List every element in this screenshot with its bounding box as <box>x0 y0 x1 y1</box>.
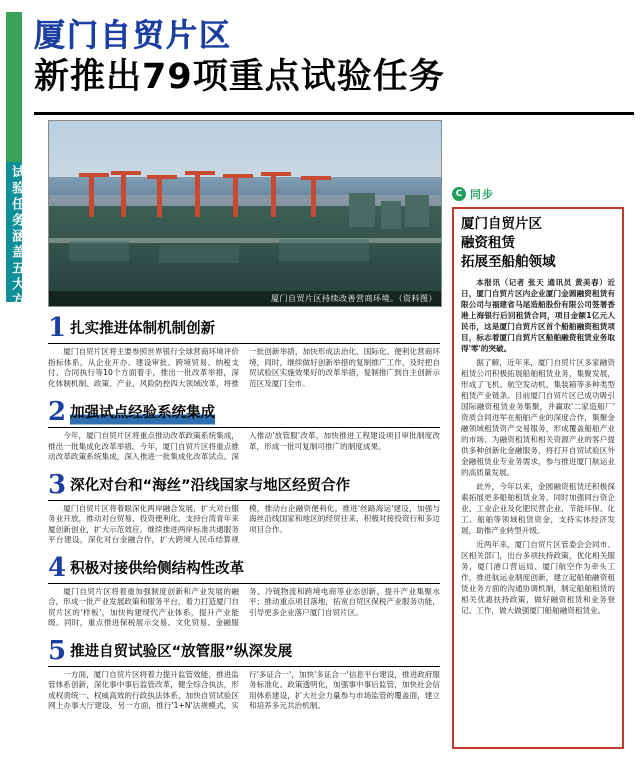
sync-icon: C <box>452 187 466 201</box>
article-section <box>48 397 440 463</box>
building-block <box>381 201 401 229</box>
crane-icon <box>271 172 276 217</box>
section-header <box>48 552 440 584</box>
masthead-rule <box>34 112 634 115</box>
crane-icon <box>157 175 162 217</box>
strip-label: 试验任务涵盖五大方面 <box>9 165 24 325</box>
section-number: 2 <box>48 397 67 427</box>
article-body <box>48 313 440 723</box>
left-vertical-strip <box>0 0 32 763</box>
section-header <box>48 469 440 501</box>
paragraph: 近两年来，厦门自贸片区管委会会同市、区相关部门，出台多项扶持政策，优化相关服务，厦门港口营运局、厦门航空作为牵头工作，推进航运业制度创新，建立起船舶融资租赁业务方面的沟通协调机制，制定船舶租赁的相关优惠扶持政策，做好融资租赁和业务登记、工作，做大做强厦门船舶融资租赁业。 <box>461 540 615 615</box>
section-header <box>48 635 440 667</box>
masthead-line-2: 新推出79项重点试验任务 <box>34 57 445 97</box>
paragraph: 一方面，厦门自贸片区将着力提升监管效能，推进监管体系创新，深化事中事后监管改革，健全综合执法，形成权责统一、权威高效的行政执法体系，加快自贸试验区网上办事大厅建设，另一方面，推行'1+N'法规模式，实行'多证合一'，加快'多证合一'信息平台建设，推进政府服务标准化、政策透明化，加强事中事后监管，加快社会信用体系建设，扩大社会力量参与市场监管的覆盖面，建立和培养多元共治机制。 <box>48 669 440 710</box>
section-header <box>48 313 440 344</box>
paragraph: 本报讯（记者 张天 通讯员 黄美春）近日，厦门自贸片区内企业厦门金圆融资租赁有限公司与福建省马尾造船股份有限公司签署香港上海银行后回租赁合同，项目金额1亿元人民币，这是厦门自贸片区首个船舶融资租赁项目，标志着厦门自贸片区船舶融资租赁业务取得'零'的突破。 <box>461 278 615 353</box>
paragraph: 厦门自贸片区将主要参照世界银行全球营商环境评价指标体系，从企业开办、建设审批、跨境贸易、纳税支付、合同执行等10个方面着手，推出一批改革举措，深化体制机制、政策、产业、风险防控四大领域改革，将推一批创新举措，加快形成法治化、国际化、便利化营商环境，同时，继续做好创新举措的复制推广工作，及时把自贸试验区实施效果好的改革举措，复制推广到自主创新示范区及厦门全市。 <box>48 347 440 388</box>
masthead-line-1: 厦门自贸片区 <box>34 18 232 54</box>
crane-icon <box>311 176 316 217</box>
section-text <box>48 504 440 546</box>
crane-icon <box>111 171 141 175</box>
sidebar-title-line-2: 融资租赁 <box>461 235 515 251</box>
lead-photo <box>48 120 442 307</box>
sidebar-title-line-3: 拓展至船舶领域 <box>461 254 556 270</box>
paragraph: 今年，厦门自贸片区将重点推动改革政策系统集成，推出一批集成化改革举措。今年，厦门自贸片区将重点推动改革政策系统集成，深入推进一批集成化改革试点。深入推动'放管服'改革，加快推进工程建设项目审批制度改革，形成一批可复制可推广的制度成果。 <box>48 431 440 461</box>
crane-icon <box>195 171 200 217</box>
sidebar-title-line-1: 厦门自贸片区 <box>461 216 542 232</box>
section-title: 深化对台和“海丝”沿线国家与地区经贸合作 <box>70 477 351 494</box>
strip-green-block <box>6 12 22 162</box>
sync-header <box>452 186 624 202</box>
crane-icon <box>121 171 126 217</box>
section-number: 3 <box>48 469 67 500</box>
paragraph: 厦门自贸片区将着眼深化两岸融合发展，扩大对台服务业开放，推动对台贸易、投资便利化，支持台湾青年来厦创新创业，扩大示范效应。继续推进两岸标准共通服务平台建设，深化对台金融合作，扩大跨境人民币结算规模，推动台企融资便利化。推进'丝路海运'建设，加强与海丝沿线国家和地区的经贸往来，积极对接投资行和多边项目合作。 <box>48 503 440 544</box>
building-block <box>405 195 429 227</box>
section-text <box>48 587 440 629</box>
crane-icon <box>301 176 331 180</box>
section-text <box>48 670 440 713</box>
section-title: 扎实推进体制机制创新 <box>70 321 216 337</box>
section-number: 1 <box>48 313 67 343</box>
building-block <box>349 193 375 227</box>
sidebar-box <box>452 207 624 749</box>
crane-icon <box>233 174 238 217</box>
section-number: 4 <box>48 552 67 583</box>
article-section <box>48 313 440 390</box>
article-section <box>48 552 440 629</box>
crane-icon <box>223 174 253 178</box>
crane-icon <box>89 173 94 217</box>
masthead <box>34 18 634 98</box>
crane-icon <box>261 172 291 176</box>
building-block <box>159 245 239 263</box>
section-text <box>48 431 440 463</box>
section-title: 加强试点经验系统集成 <box>70 400 215 426</box>
article-section <box>48 469 440 546</box>
photo-caption: 厦门自贸片区持续改善营商环境。（资料图） <box>49 291 441 306</box>
article-section <box>48 635 440 713</box>
paragraph: 厦门自贸片区将着重加强制度创新和产业发展的融合，形成一批产业发展政策和服务平台，着力打造厦门自贸片区的'样板'，加快构建现代产业体系，提升产业能级。同时，重点推进保税展示交易、文化贸易、金融服务、冷链物流和跨境电商等业态创新，提升产业集聚水平；推动重点项目落地，拓宽自贸区保税产业服务功能，引导更多企业落户厦门自贸片区。 <box>48 586 440 627</box>
paragraph: 此外，今年以来，金圆融资租赁还积极探索拓展更多船舶租赁业务，同时加强同台资企业、工业企业及化肥民营企业，节能环保、化工、船舶等领域租赁资金，支持实体经济发展，助推产业转型升级。 <box>461 482 615 535</box>
crane-icon <box>185 171 215 175</box>
sidebar-body <box>461 277 615 616</box>
section-text <box>48 347 440 390</box>
sidebar-article <box>452 186 624 749</box>
paragraph: 据了解，近年来，厦门自贸片区多家融资租赁公司积极拓展船舶租赁业务，集聚发展，形成了飞机、航空发动机、集装箱等多种类型租赁产业链条。目前厦门自贸片区已成功吸引国际融资租赁业务集聚，并赢取'二家造船厂' 资质合同进军在船舶产业的深度合作，集聚金融领域租赁资产交易服务，形成覆盖船舶产业的市场、为融资租赁和相关资源产业的客户提供多种创新化金融服务，将打开自贸试验区外金融租赁业专业务需求，参与推进厦门航运业的高质量发展。 <box>461 358 615 477</box>
crane-icon <box>79 173 109 177</box>
section-title: 推进自贸试验区“放管服”纵深发展 <box>70 643 293 660</box>
building-block <box>69 241 129 261</box>
section-title: 积极对接供给侧结构性改革 <box>70 560 245 577</box>
section-number: 5 <box>48 635 67 666</box>
crane-icon <box>147 175 177 179</box>
sync-label: 同步 <box>470 188 494 201</box>
section-header <box>48 397 440 428</box>
building-block <box>279 239 369 261</box>
